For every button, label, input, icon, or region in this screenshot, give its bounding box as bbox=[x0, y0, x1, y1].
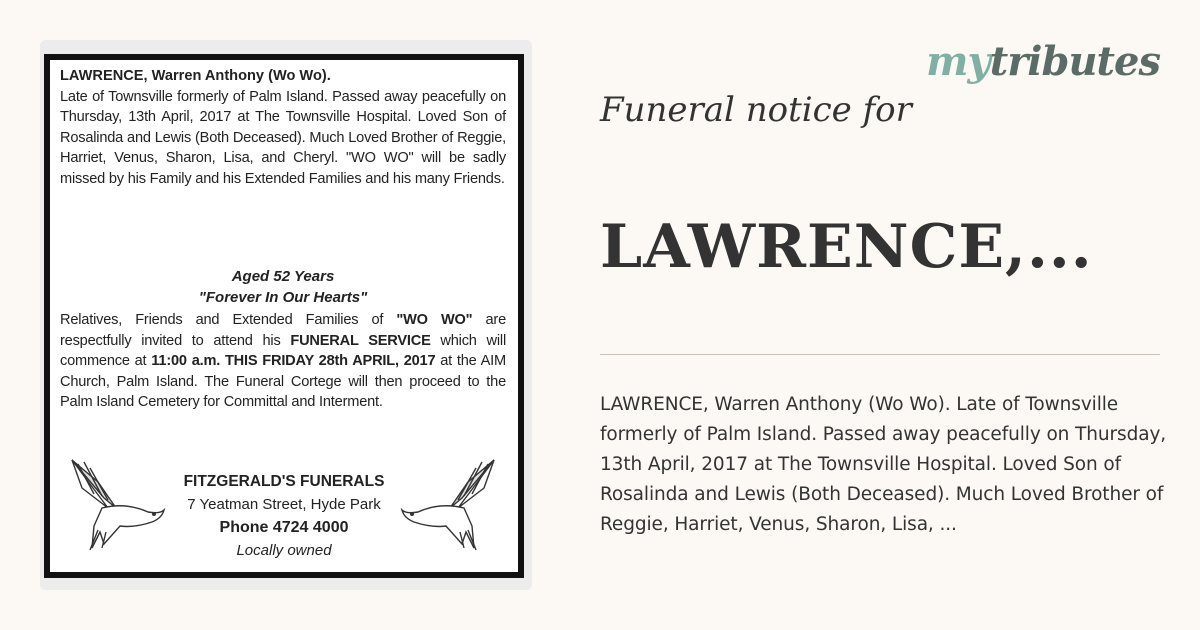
funeral-director bbox=[148, 470, 420, 562]
service-text-c: which will commence at bbox=[60, 332, 506, 370]
dove-icon bbox=[392, 452, 502, 552]
logo-my: my bbox=[926, 38, 990, 85]
mytributes-logo[interactable] bbox=[926, 38, 1160, 85]
service-text-b: are respectfully invited to attend his bbox=[60, 312, 507, 349]
notice-body bbox=[60, 66, 506, 190]
lead-text: Funeral notice for bbox=[600, 90, 912, 130]
fd-phone: Phone 4724 4000 bbox=[219, 519, 349, 536]
logo-tributes: tributes bbox=[989, 38, 1160, 85]
notice-service-details bbox=[60, 310, 506, 413]
fd-address: 7 Yeatman Street, Hyde Park bbox=[187, 496, 381, 513]
service-text-a: Relatives, Friends and Extended Families of bbox=[60, 312, 397, 328]
notice-aged bbox=[60, 266, 506, 308]
service-label: FUNERAL SERVICE bbox=[290, 332, 431, 349]
notice-image-card bbox=[40, 40, 532, 590]
aged-line: Aged 52 Years bbox=[231, 268, 335, 285]
hearts-line: "Forever In Our Hearts" bbox=[198, 289, 368, 306]
service-time: 11:00 a.m. THIS FRIDAY 28th APRIL, 2017 bbox=[151, 353, 436, 370]
notice-paragraph: Late of Townsville formerly of Palm Island. Passed away peacefully on Thursday, 13th April, 2017 at The Townsville Hospital. Loved Son of Rosalinda and Lewis (Both Deceased). Much Loved Brother of Reggie, Harriet, Venus, Sharon, Lisa, and Cheryl. "WO WO" will be sadly missed by his Family and his Extended Families and his many Friends. bbox=[60, 88, 506, 187]
service-wowo: "WO WO" bbox=[396, 312, 473, 328]
fd-name: FITZGERALD'S FUNERALS bbox=[183, 473, 385, 490]
fd-owned: Locally owned bbox=[236, 542, 332, 559]
deceased-name: LAWRENCE,... bbox=[600, 212, 1093, 282]
notice-excerpt: LAWRENCE, Warren Anthony (Wo Wo). Late of Townsville formerly of Palm Island. Passed away peacefully on Thursday, 13th April, 2017 at The Townsville Hospital. Loved Son of Rosalinda and Lewis (Both Deceased). Much Loved Brother of Reggie, Harriet, Venus, Sharon, Lisa, ... bbox=[600, 394, 1167, 535]
service-text-d: at the AIM Church, Palm Island. The Funeral Cortege will then proceed to the Palm Island Cemetery for Committal and Interment. bbox=[60, 353, 506, 411]
service-paragraph bbox=[60, 310, 506, 413]
notice-title: LAWRENCE, Warren Anthony (Wo Wo). bbox=[60, 68, 331, 84]
divider bbox=[600, 354, 1160, 355]
newspaper-notice bbox=[44, 54, 524, 578]
